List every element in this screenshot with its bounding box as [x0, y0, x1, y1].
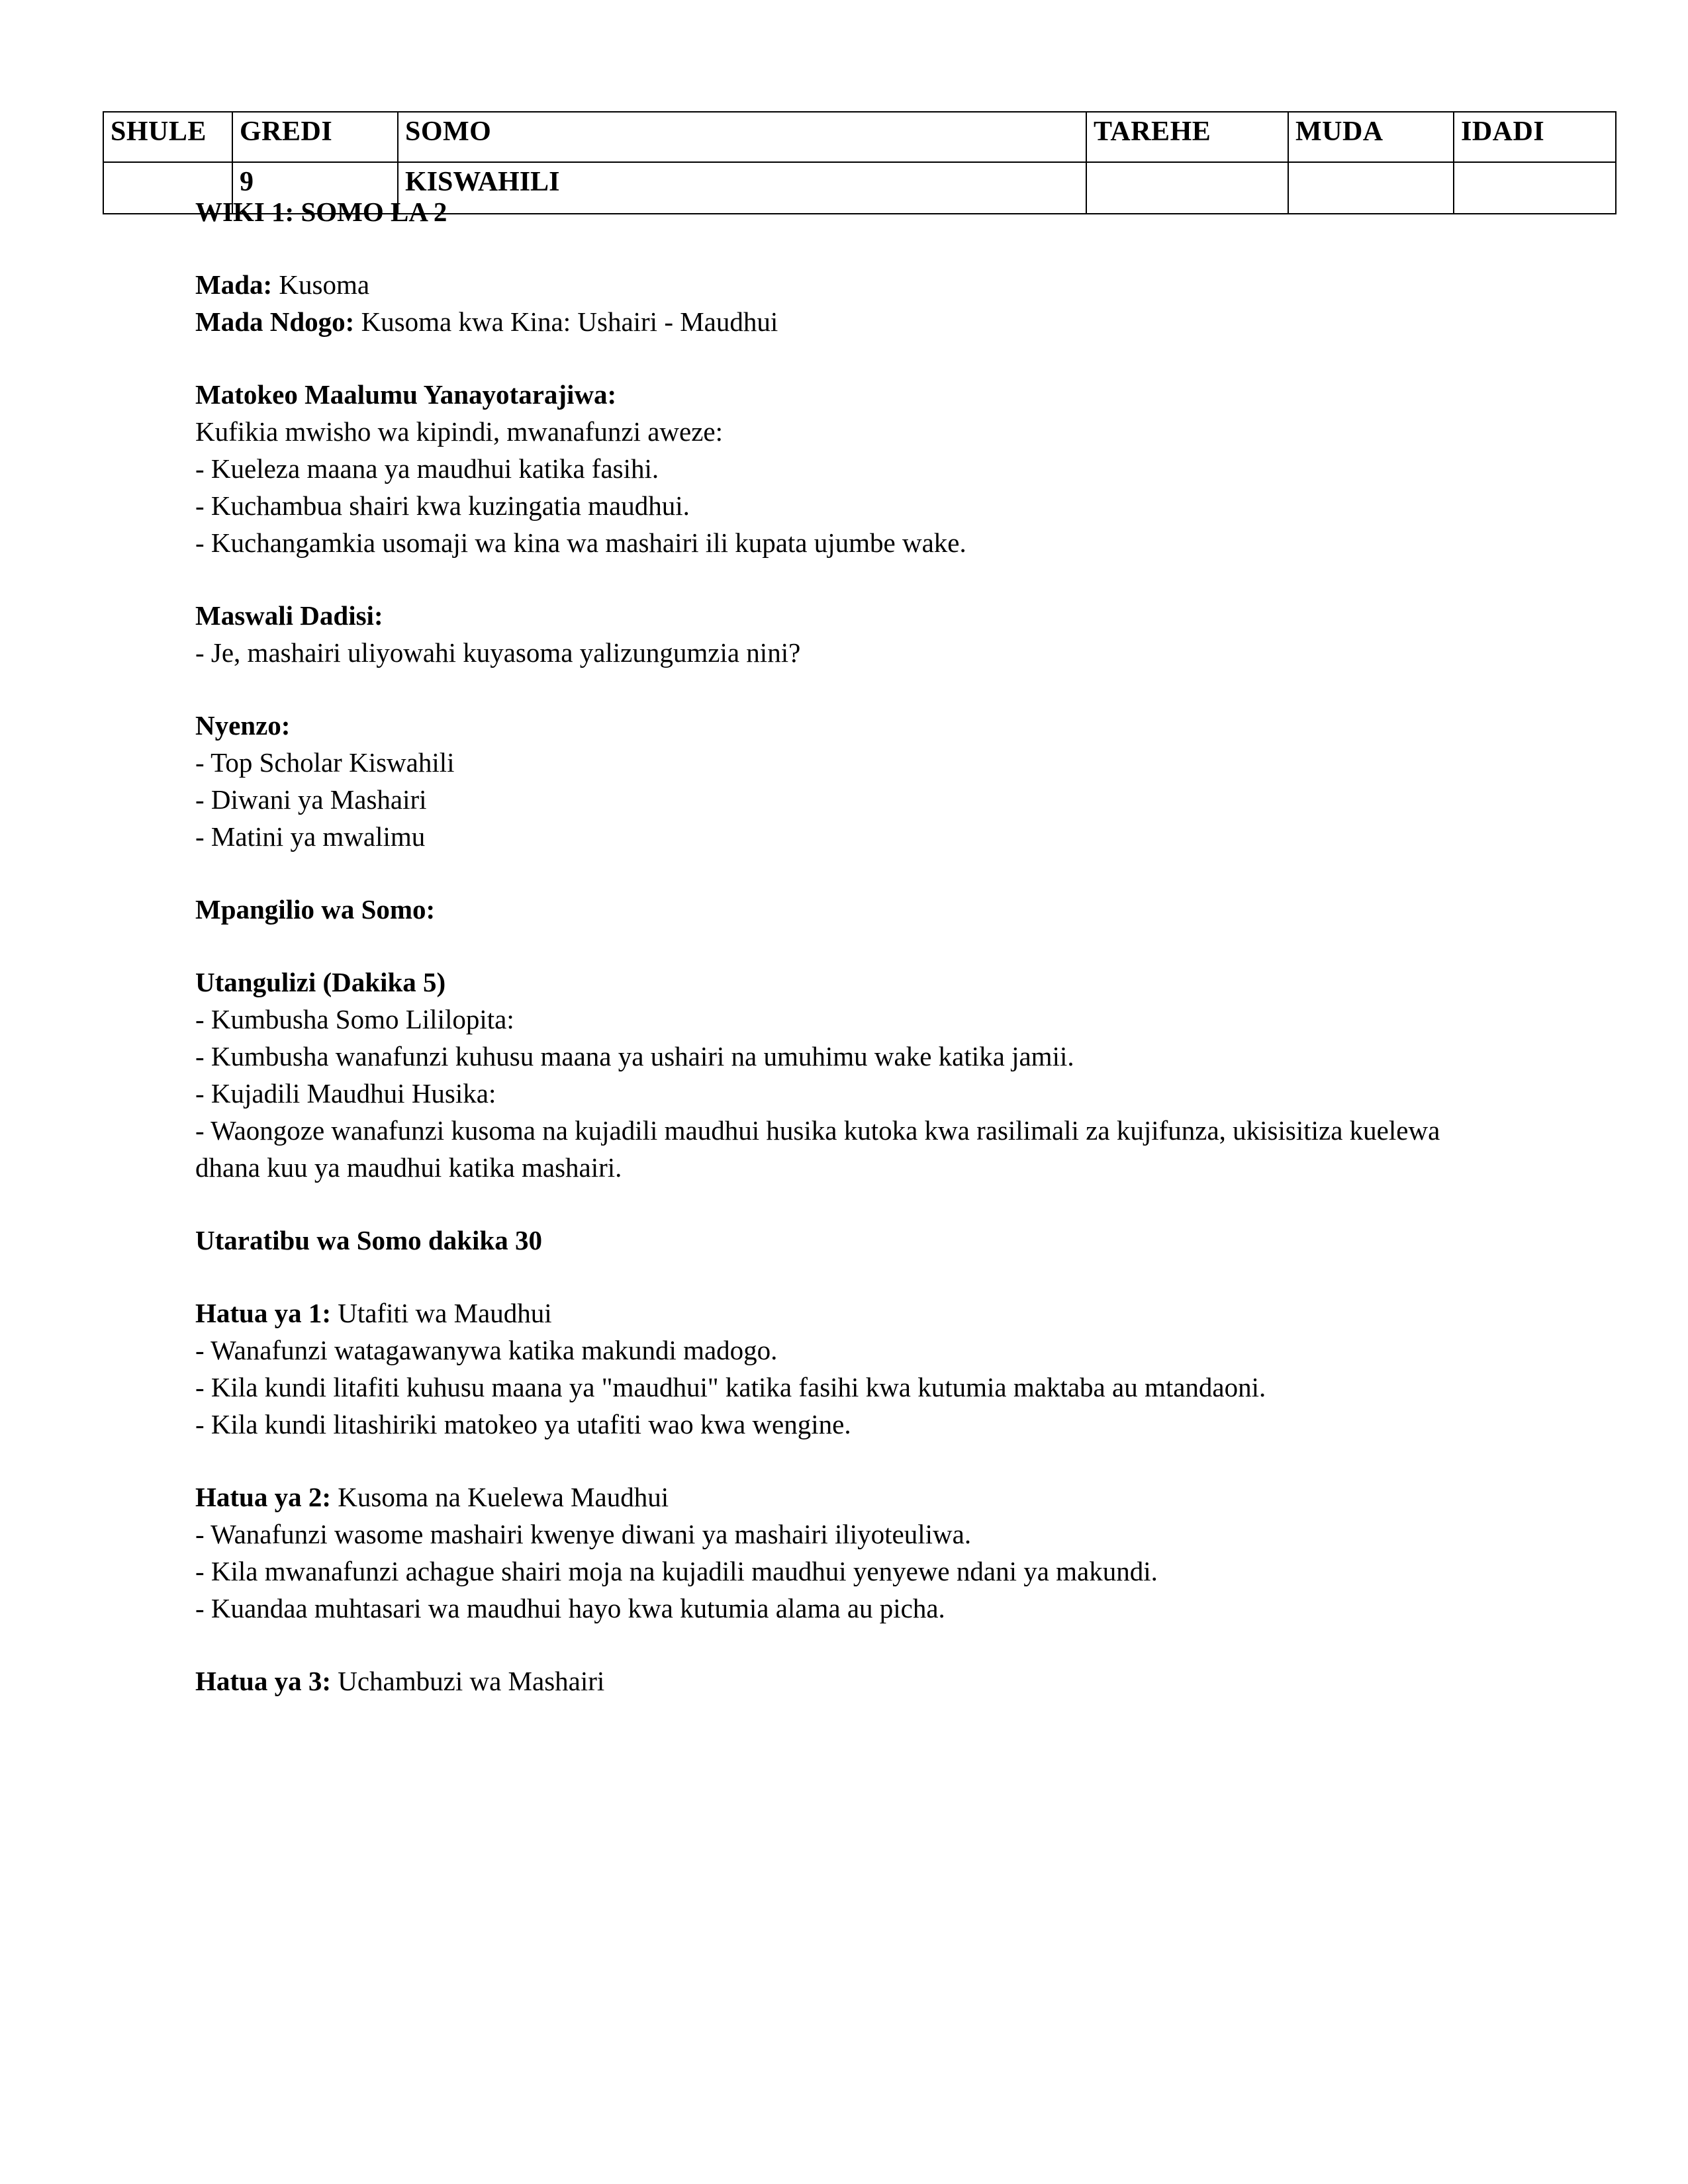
cell-gredi: 9 [232, 162, 398, 214]
spacer [195, 1186, 1479, 1222]
mada-ndogo-value: Kusoma kwa Kina: Ushairi - Maudhui [354, 306, 778, 337]
hatua-3-title: Uchambuzi wa Mashairi [331, 1666, 605, 1696]
cell-somo: KISWAHILI [398, 162, 1086, 214]
spacer [195, 1443, 1479, 1479]
mada-value: Kusoma [272, 269, 370, 300]
column-header-shule: SHULE [103, 112, 232, 162]
list-item: - Kila kundi litafiti kuhusu maana ya "maudhui" katika fasihi kwa kutumia maktaba au mtandaoni. [195, 1372, 1266, 1402]
table-header-row [103, 112, 1616, 162]
column-header-somo: SOMO [398, 112, 1086, 162]
hatua-3-heading [195, 1662, 1479, 1700]
maswali-heading: Maswali Dadisi: [195, 600, 383, 631]
list-item: - Kuchambua shairi kwa kuzingatia maudhui. [195, 490, 690, 521]
list-item: - Kuandaa muhtasari wa maudhui hayo kwa kutumia alama au picha. [195, 1593, 945, 1623]
list-item: - Kumbusha wanafunzi kuhusu maana ya ushairi na umuhimu wake katika jamii. [195, 1041, 1074, 1071]
column-header-gredi: GREDI [232, 112, 398, 162]
mpangilio-heading: Mpangilio wa Somo: [195, 894, 436, 925]
spacer [195, 671, 1479, 707]
week-lesson-title: WIKI 1: SOMO LA 2 [195, 197, 447, 227]
list-item: - Kila kundi litashiriki matokeo ya utafiti wao kwa wengine. [195, 1409, 851, 1439]
list-item: - Matini ya mwalimu [195, 821, 426, 852]
matokeo-intro: Kufikia mwisho wa kipindi, mwanafunzi aweze: [195, 416, 723, 447]
hatua-1-label: Hatua ya 1: [195, 1298, 331, 1328]
hatua-3-label: Hatua ya 3: [195, 1666, 331, 1696]
spacer [195, 1259, 1479, 1295]
spacer [195, 561, 1479, 597]
list-item: - Wanafunzi watagawanywa katika makundi madogo. [195, 1335, 778, 1365]
list-item: - Je, mashairi uliyowahi kuyasoma yalizungumzia nini? [195, 637, 801, 668]
list-item: - Kueleza maana ya maudhui katika fasihi. [195, 453, 659, 484]
list-item: - Kuchangamkia usomaji wa kina wa mashairi ili kupata ujumbe wake. [195, 527, 966, 558]
spacer [195, 855, 1479, 891]
list-item: - Wanafunzi wasome mashairi kwenye diwani ya mashairi iliyoteuliwa. [195, 1519, 972, 1549]
hatua-2-title: Kusoma na Kuelewa Maudhui [331, 1482, 669, 1512]
mada-line [195, 266, 1479, 303]
utangulizi-heading: Utangulizi (Dakika 5) [195, 967, 446, 997]
hatua-1-heading [195, 1295, 1479, 1332]
list-item: - Kujadili Maudhui Husika: [195, 1078, 496, 1109]
column-header-tarehe: TAREHE [1086, 112, 1288, 162]
column-header-idadi: IDADI [1454, 112, 1616, 162]
nyenzo-heading: Nyenzo: [195, 710, 291, 741]
list-item: - Kila mwanafunzi achague shairi moja na kujadili maudhui yenyewe ndani ya makundi. [195, 1556, 1158, 1586]
list-item: - Waongoze wanafunzi kusoma na kujadili maudhui husika kutoka kwa rasilimali za kujifunza, ukisisitiza kuelewa dhana kuu ya maudhui katika mashairi. [195, 1115, 1440, 1183]
list-item: - Top Scholar Kiswahili [195, 747, 455, 778]
spacer [195, 928, 1479, 964]
column-header-muda: MUDA [1288, 112, 1454, 162]
list-item: - Diwani ya Mashairi [195, 784, 427, 815]
hatua-1-title: Utafiti wa Maudhui [331, 1298, 552, 1328]
hatua-2-label: Hatua ya 2: [195, 1482, 331, 1512]
utaratibu-heading: Utaratibu wa Somo dakika 30 [195, 1225, 542, 1255]
spacer [195, 1627, 1479, 1662]
spacer [195, 230, 1479, 266]
spacer [195, 340, 1479, 376]
lesson-plan-body [195, 193, 1479, 1700]
mada-ndogo-label: Mada Ndogo: [195, 306, 355, 337]
matokeo-heading: Matokeo Maalumu Yanayotarajiwa: [195, 379, 617, 410]
list-item: - Kumbusha Somo Lililopita: [195, 1004, 514, 1034]
mada-ndogo-line [195, 303, 1479, 340]
mada-label: Mada: [195, 269, 273, 300]
hatua-2-heading [195, 1479, 1479, 1516]
